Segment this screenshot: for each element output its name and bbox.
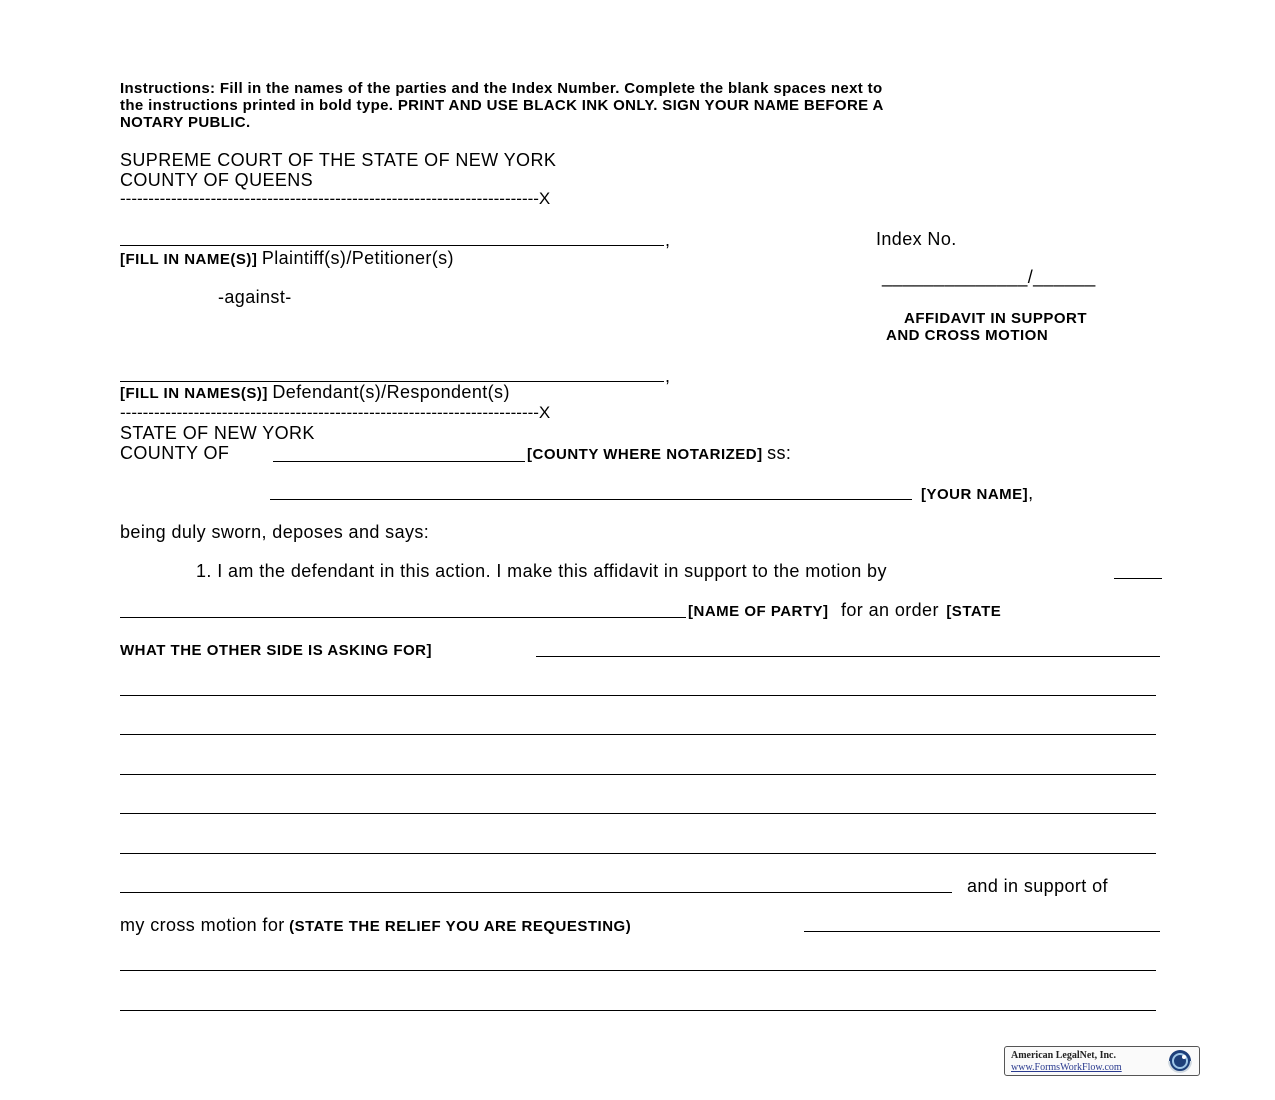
asking-for-line-3[interactable] bbox=[120, 774, 1156, 775]
cross-motion-prefix: my cross motion for bbox=[120, 915, 285, 935]
plaintiff-fill-instruction: [FILL IN NAME(S)] bbox=[120, 251, 258, 268]
sworn-statement: being duly sworn, deposes and says: bbox=[120, 522, 430, 542]
plaintiff-line bbox=[120, 248, 454, 269]
county-fill-instruction: [COUNTY WHERE NOTARIZED] bbox=[527, 446, 763, 463]
plaintiff-name-blank[interactable] bbox=[120, 245, 664, 246]
cross-motion-instruction: (STATE THE RELIEF YOU ARE REQUESTING) bbox=[289, 918, 632, 935]
caption-divider-bottom: --------------------------------------------------------------------------X bbox=[120, 403, 551, 422]
in-support-of-label: and in support of bbox=[967, 876, 1108, 896]
court-name: SUPREME COURT OF THE STATE OF NEW YORK bbox=[120, 150, 557, 170]
your-name-blank[interactable] bbox=[270, 499, 912, 500]
your-name-line bbox=[921, 483, 1034, 504]
state-instruction: [STATE bbox=[946, 603, 1002, 620]
name-of-party-instruction: [NAME OF PARTY] bbox=[688, 603, 829, 620]
venue-county-prefix: COUNTY OF bbox=[120, 443, 230, 463]
caption-divider-top: --------------------------------------------------------------------------X bbox=[120, 189, 551, 208]
asking-for-line-2[interactable] bbox=[120, 734, 1156, 735]
motion-by-blank-1[interactable] bbox=[1114, 578, 1162, 579]
logo-company-name: American LegalNet, Inc. bbox=[1011, 1050, 1116, 1061]
your-name-instruction: [YOUR NAME] bbox=[921, 486, 1029, 503]
globe-icon bbox=[1163, 1048, 1197, 1074]
cross-motion-line bbox=[120, 915, 631, 936]
paragraph-1-text: 1. I am the defendant in this action. I make this affidavit in support to the motion by bbox=[196, 561, 887, 581]
defendant-comma: , bbox=[665, 366, 671, 386]
plaintiff-label: Plaintiff(s)/Petitioner(s) bbox=[261, 248, 454, 268]
asking-for-line-6[interactable] bbox=[120, 892, 952, 893]
motion-by-blank-2[interactable] bbox=[120, 617, 686, 618]
asking-for-blank[interactable] bbox=[536, 656, 1160, 657]
name-of-party-line bbox=[688, 600, 1001, 621]
asking-for-instruction: WHAT THE OTHER SIDE IS ASKING FOR] bbox=[120, 642, 432, 659]
instructions-line-3: NOTARY PUBLIC. bbox=[120, 114, 251, 131]
your-name-comma: , bbox=[1028, 483, 1034, 503]
document-title-line-2: AND CROSS MOTION bbox=[886, 327, 1049, 344]
document-title-line-1: AFFIDAVIT IN SUPPORT bbox=[904, 310, 1088, 327]
venue-state: STATE OF NEW YORK bbox=[120, 423, 315, 443]
plaintiff-comma: , bbox=[665, 230, 671, 250]
asking-for-line-4[interactable] bbox=[120, 813, 1156, 814]
index-label: Index No. bbox=[876, 229, 957, 249]
county-notarized-blank[interactable] bbox=[273, 461, 525, 462]
instructions-line-1: Instructions: Fill in the names of the parties and the Index Number. Complete the blank spaces next to bbox=[120, 80, 883, 97]
venue-county-suffix bbox=[527, 443, 791, 464]
cross-motion-blank[interactable] bbox=[804, 931, 1160, 932]
defendant-fill-instruction: [FILL IN NAMES(S)] bbox=[120, 385, 268, 402]
ss-label: ss: bbox=[767, 443, 792, 463]
defendant-label: Defendant(s)/Respondent(s) bbox=[272, 382, 510, 402]
index-number-blank[interactable]: ______________/______ bbox=[882, 267, 1096, 287]
cross-motion-line-2[interactable] bbox=[120, 1010, 1156, 1011]
instructions-line-2: the instructions printed in bold type. PRINT AND USE BLACK INK ONLY. SIGN YOUR NAME BEFORE A bbox=[120, 97, 884, 114]
american-legalnet-logo[interactable] bbox=[1004, 1046, 1200, 1076]
cross-motion-line-1[interactable] bbox=[120, 970, 1156, 971]
defendant-line bbox=[120, 382, 510, 403]
asking-for-line-5[interactable] bbox=[120, 853, 1156, 854]
logo-url[interactable]: www.FormsWorkFlow.com bbox=[1011, 1062, 1122, 1073]
asking-for-line-1[interactable] bbox=[120, 695, 1156, 696]
for-an-order-label: for an order bbox=[841, 600, 939, 620]
against-label: -against- bbox=[218, 287, 292, 307]
court-county: COUNTY OF QUEENS bbox=[120, 170, 314, 190]
